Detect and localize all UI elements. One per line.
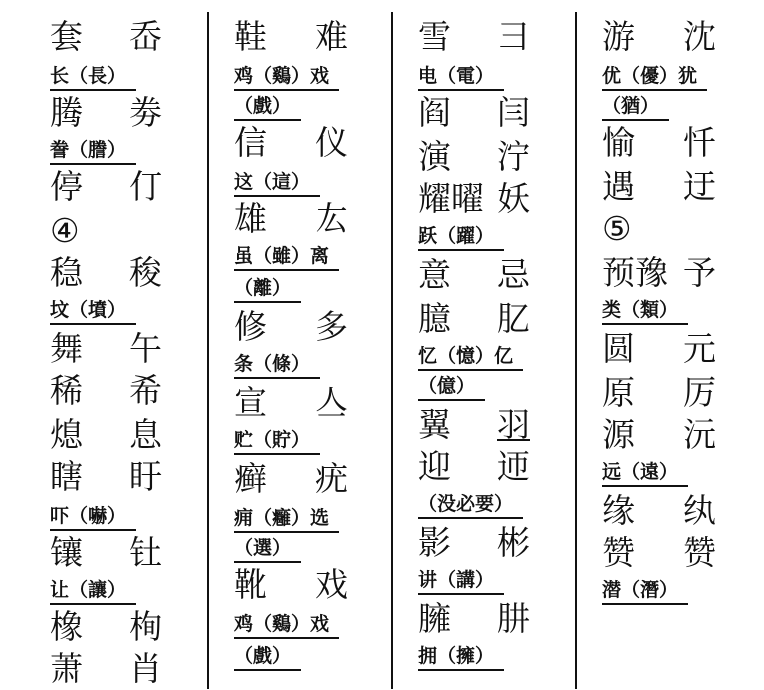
char-pair [602, 416, 716, 456]
char-right: 疣 [315, 459, 348, 498]
char-pair [418, 256, 530, 296]
column-2 [234, 0, 358, 689]
char-right: 午 [129, 329, 162, 368]
char-pair [602, 492, 716, 532]
note: 忆（憶）亿 [418, 344, 523, 384]
column-divider-1 [207, 12, 209, 689]
char-right: 纨 [683, 491, 716, 530]
char-pair [234, 566, 348, 606]
char-pair [50, 94, 162, 134]
char-right: 岙 [129, 17, 162, 56]
note: 优（優）犹 [602, 64, 707, 104]
char-right: 戏 [315, 565, 348, 604]
note: 跃（躍） [418, 224, 504, 264]
char-pair [234, 460, 348, 500]
char-left: 耀曜 [418, 179, 484, 218]
note: 拥（擁） [418, 644, 504, 684]
note: 痈（癰）选 [234, 506, 339, 546]
char-right: 泞 [497, 137, 530, 176]
char-left: 演 [418, 137, 451, 176]
char-left: 宣 [234, 383, 267, 422]
char-right: 厉 [683, 373, 716, 412]
char-left: 赞 [602, 533, 635, 572]
note: 吓（嚇） [50, 504, 136, 544]
column-divider-3 [575, 12, 577, 689]
char-right: 彬 [497, 523, 530, 562]
char-pair [50, 534, 162, 574]
char-pair [418, 180, 530, 220]
char-right: 劵 [129, 93, 162, 132]
char-right: 忌 [497, 255, 530, 294]
char-left: 臆 [418, 299, 451, 338]
char-left: 镶 [50, 533, 83, 572]
char-pair [234, 384, 348, 424]
char-left: 预豫 [602, 253, 668, 292]
char-right: 希 [129, 371, 162, 410]
char-right: 忏 [683, 123, 716, 162]
char-right: 闫 [497, 93, 530, 132]
column-1: 套 岙 长（長） 腾 劵 誊（謄） 停 仃 ④ 稳 稄 坟（墳） 舞 午 稀 希 熄 息 瞎 盱 吓（嚇） 镶 钍 让（讓） 橡 栒 萧 肖 [50, 17, 162, 688]
note: 鸡（鷄）戏 [234, 64, 339, 104]
char-right: 予 [683, 253, 716, 292]
char-left: 停 [50, 167, 83, 206]
char-pair [50, 254, 162, 294]
char-left: 雪 [418, 17, 451, 56]
char-left: 腾 [50, 93, 83, 132]
note: （戲） [234, 94, 301, 134]
char-pair [418, 94, 530, 134]
note: 条（條） [234, 352, 320, 392]
char-left: 翼 [418, 405, 451, 444]
char-pair [602, 330, 716, 370]
char-pair [234, 124, 348, 164]
char-pair [418, 524, 530, 564]
char-right: 钍 [129, 533, 162, 572]
char-pair [50, 458, 162, 498]
note: （離） [234, 276, 301, 316]
char-left: 臃 [418, 599, 451, 638]
char-pair [50, 608, 162, 648]
char-pair [418, 406, 530, 446]
char-left: 阎 [418, 93, 451, 132]
char-right: 沅 [683, 415, 716, 454]
char-left: 套 [50, 17, 83, 56]
char-pair [602, 18, 716, 58]
note: 坟（墳） [50, 298, 136, 338]
char-left: 靴 [234, 565, 267, 604]
char-pair [50, 168, 162, 208]
char-right: 厷 [315, 199, 348, 238]
char-left: 稳 [50, 253, 83, 292]
char-left: 游 [602, 17, 635, 56]
note: （億） [418, 374, 485, 414]
char-pair [50, 416, 162, 456]
note: 潜（潛） [602, 578, 688, 618]
char-pair [50, 330, 162, 370]
char-left: 影 [418, 523, 451, 562]
char-left: 原 [602, 373, 635, 412]
char-left: 圆 [602, 329, 635, 368]
column-4: 游 沈 优（優）犹 （猶） 愉 忏 遇 迂 ⑤ 预豫 予 类（類） 圆 元 原 厉 源 沅 远（遠） 缘 纨 赞 赞 潜（潛） [602, 0, 726, 689]
char-pair [602, 124, 716, 164]
char-left: 遇 [602, 167, 635, 206]
note: （選） [234, 536, 301, 576]
char-pair [418, 300, 530, 340]
char-pair [418, 18, 530, 58]
char-right: 羽 [497, 405, 530, 444]
char-pair [602, 534, 716, 574]
char-pair [234, 200, 348, 240]
char-pair [50, 18, 162, 58]
note: 这（這） [234, 170, 320, 210]
note: 虽（雖）离 [234, 244, 339, 284]
char-right: 亼 [315, 383, 348, 422]
char-left: 雄 [234, 199, 267, 238]
char-left: 迎 [418, 447, 451, 486]
char-right: 彐 [497, 17, 530, 56]
char-pair [418, 138, 530, 178]
note: 电（電） [418, 64, 504, 104]
char-pair [418, 448, 530, 488]
note: 让（讓） [50, 578, 136, 618]
char-pair [602, 254, 716, 294]
char-left: 鞋 [234, 17, 267, 56]
char-left: 缘 [602, 491, 635, 530]
note: 鸡（鷄）戏 [234, 612, 339, 652]
note: （猶） [602, 94, 669, 134]
char-right: 仃 [129, 167, 162, 206]
char-pair [602, 168, 716, 208]
char-left: 信 [234, 123, 267, 162]
char-pair [234, 308, 348, 348]
column-divider-2 [391, 12, 393, 689]
char-left: 癣 [234, 459, 267, 498]
char-right: 迊 [497, 447, 530, 486]
char-right: 仪 [315, 123, 348, 162]
char-right: 息 [129, 415, 162, 454]
char-left: 熄 [50, 415, 83, 454]
char-left: 愉 [602, 123, 635, 162]
char-right: 稄 [129, 253, 162, 292]
char-right: 迂 [683, 167, 716, 206]
note: 誊（謄） [50, 138, 136, 178]
note: （没必要） [418, 492, 523, 532]
note: 长（長） [50, 64, 136, 104]
char-right: 肊 [497, 299, 530, 338]
char-left: 稀 [50, 371, 83, 410]
note: 远（遠） [602, 460, 688, 500]
char-right: 肼 [497, 599, 530, 638]
char-pair [602, 374, 716, 414]
note: 讲（講） [418, 568, 504, 608]
char-right: 难 [315, 17, 348, 56]
char-left: 意 [418, 255, 451, 294]
char-right: 多 [315, 307, 348, 346]
char-pair [50, 372, 162, 412]
char-right: 元 [683, 329, 716, 368]
char-left: 瞎 [50, 457, 83, 496]
char-right: 盱 [129, 457, 162, 496]
char-right: 栒 [129, 607, 162, 646]
column-3 [418, 0, 542, 689]
char-left: 源 [602, 415, 635, 454]
char-left: 萧 [50, 649, 83, 688]
char-pair [50, 650, 162, 690]
char-left: 修 [234, 307, 267, 346]
char-right: 肖 [129, 649, 162, 688]
char-right: 赞 [683, 533, 716, 572]
char-left: 橡 [50, 607, 83, 646]
char-left: 舞 [50, 329, 83, 368]
char-pair [234, 18, 348, 58]
char-right: 沈 [683, 17, 716, 56]
char-pair [418, 600, 530, 640]
char-right: 妖 [497, 179, 530, 218]
note: 类（類） [602, 298, 688, 338]
note: 贮（貯） [234, 428, 320, 468]
note: （戲） [234, 644, 301, 684]
